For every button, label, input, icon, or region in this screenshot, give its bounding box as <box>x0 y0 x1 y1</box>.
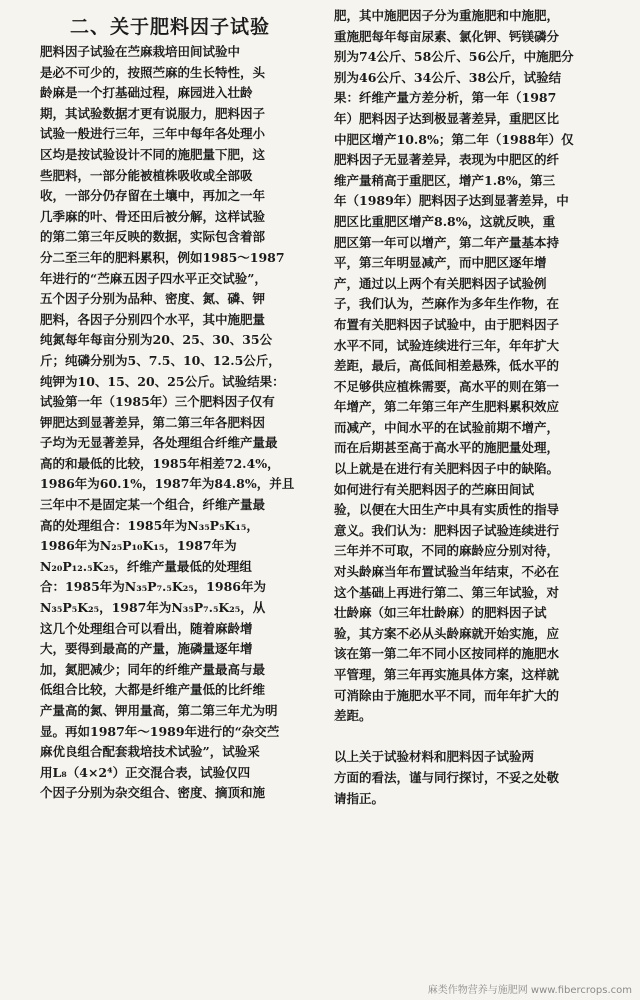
text-line: 重施肥每年每亩尿素、氯化钾、钙镁磷分 <box>334 28 560 44</box>
text-line: 如何进行有关肥料因子的苎麻田间试 <box>334 481 535 497</box>
text-line: N₂₀P₁₂.₅K₂₅，纤维产量最低的处理组 <box>40 558 252 574</box>
text-line: 麻优良组合配套栽培技术试验”，试验采 <box>40 744 260 760</box>
text-line: 钾肥达到显著差异，第二第三年各肥料因 <box>40 414 266 430</box>
text-line: 对头龄麻当年布置试验当年结束，不必在 <box>334 564 560 580</box>
text-line: 维产量稍高于重肥区，增产1.8%，第三 <box>334 172 556 188</box>
text-line: 高的处理组合：1985年为N₃₅P₅K₁₅， <box>40 517 259 533</box>
text-line: 加，氮肥减少；同年的纤维产量最高与最 <box>40 661 266 677</box>
text-line: 产，通过以上两个有关肥料因子试验例 <box>334 275 547 291</box>
text-line: 纯氮每年每亩分别为20、25、30、35公 <box>40 332 273 348</box>
text-line: 几季麻的叶、骨还田后被分解，这样试验 <box>40 208 266 224</box>
text-line: 平，第三年明显减产，而中肥区逐年增 <box>334 255 547 271</box>
text-line: 肥区第一年可以增产，第二年产量基本持 <box>334 234 560 250</box>
text-line: 而减产，中间水平的在试验前期不增产， <box>334 419 560 435</box>
text-line: 壮龄麻（如三年壮龄麻）的肥料因子试 <box>334 605 547 621</box>
text-line: 验，其方案不必从头龄麻就开始实施，应 <box>334 625 560 641</box>
text-line: 肥料因子试验在苎麻栽培田间试验中 <box>40 44 241 59</box>
section-heading: 二、关于肥料因子试验 <box>70 16 271 38</box>
text-line: 大，要得到最高的产量，施磷量逐年增 <box>40 641 253 657</box>
text-line: 些肥料，一部分能被植株吸收或全部吸 <box>40 167 253 183</box>
text-line: 这个基础上再进行第二、第三年试验，对 <box>334 584 560 600</box>
text-line <box>334 727 628 748</box>
text-line: 验，以便在大田生产中具有实质性的指导 <box>334 502 560 518</box>
text-line: 合：1985年为N₃₅P₇.₅K₂₅，1986年为 <box>40 579 266 595</box>
text-line: 期，其试验数据才更有说服力，肥料因子 <box>40 105 266 121</box>
text-line: 个因子分别为杂交组合、密度、摘顶和施 <box>40 785 266 801</box>
text-line: 差距。 <box>334 708 372 724</box>
right-column <box>334 0 628 1000</box>
text-line: 年增产，第二年第三年产生肥料累积效应 <box>334 399 560 415</box>
text-line: 肥，其中施肥因子分为重施肥和中施肥， <box>334 8 560 23</box>
site-watermark: 麻类作物营养与施肥网 www.fibercrops.com <box>427 985 632 996</box>
text-line: 年进行的“苎麻五因子四水平正交试验”， <box>40 270 267 286</box>
text-line: 五个因子分别为品种、密度、氮、磷、钾 <box>40 291 266 307</box>
text-line: 1986年为N₂₅P₁₀K₁₅，1987年为 <box>40 538 237 554</box>
text-line: 果：纤维产量方差分析，第一年（1987 <box>334 90 557 106</box>
text-line: 1986年为60.1%，1987年为84.8%，并且 <box>40 476 295 492</box>
text-line: 用L₈（4×2⁴）正交混合表，试验仅四 <box>40 764 251 780</box>
text-line: 差距，最后，高低间相差悬殊，低水平的 <box>334 358 560 374</box>
text-line: 该在第一第二年不同小区按同样的施肥水 <box>334 646 560 662</box>
text-line: 分二至三年的肥料累积，例如1985～1987 <box>40 249 285 265</box>
left-column-text <box>40 42 322 804</box>
text-line: 肥料因子无显著差异，表现为中肥区的纤 <box>334 152 560 168</box>
text-line: 的第二第三年反映的数据，实际包含着部 <box>40 229 266 245</box>
text-line: 肥区比重肥区增产8.8%，这就反映，重 <box>334 213 556 229</box>
left-column <box>40 0 322 1000</box>
text-line: 方面的看法，谨与同行探讨，不妥之处敬 <box>334 769 560 785</box>
text-line: 收，一部分仍存留在土壤中，再加之一年 <box>40 188 266 204</box>
text-line: N₃₅P₅K₂₅，1987年为N₃₅P₇.₅K₂₅，从 <box>40 600 266 616</box>
text-line: 以上就是在进行有关肥料因子中的缺陷。 <box>334 461 560 477</box>
text-line: 斤；纯磷分别为5、7.5、10、12.5公斤， <box>40 352 281 368</box>
text-line: 这几个处理组合可以看出，随着麻龄增 <box>40 620 253 636</box>
text-line: 显。再如1987年～1989年进行的“杂交苎 <box>40 723 280 739</box>
text-line: 肥料，各因子分别四个水平，其中施肥量 <box>40 311 266 327</box>
text-line: 中肥区增产10.8%；第二年（1988年）仅 <box>334 131 574 147</box>
text-line: 产量高的氮、钾用量高，第二第三年尤为明 <box>40 703 278 718</box>
text-line: 年（1989年）肥料因子达到显著差异，中 <box>334 193 569 209</box>
text-line: 三年中不是固定某一个组合，纤维产量最 <box>40 497 266 513</box>
text-line: 意义。我们认为：肥料因子试验连续进行 <box>334 522 560 538</box>
text-line: 纯钾为10、15、20、25公斤。试验结果： <box>40 373 285 389</box>
text-line: 可消除由于施肥水平不同，而年年扩大的 <box>334 687 560 703</box>
text-line: 试验一般进行三年，三年中每年各处理小 <box>40 126 266 142</box>
text-line: 龄麻是一个打基础过程，麻园进入壮龄 <box>40 85 253 101</box>
text-line: 以上关于试验材料和肥料因子试验两 <box>334 749 535 765</box>
text-line: 子，我们认为，苎麻作为多年生作物，在 <box>334 296 560 312</box>
text-line: 区均是按试验设计不同的施肥量下肥，这 <box>40 146 266 162</box>
text-line: 是必不可少的，按照苎麻的生长特性，头 <box>40 64 266 80</box>
text-line: 试验第一年（1985年）三个肥料因子仅有 <box>40 394 275 410</box>
right-column-text <box>334 6 628 809</box>
text-line: 三年并不可取，不同的麻龄应分别对待， <box>334 543 560 559</box>
text-line: 水平不同，试验连续进行三年，年年扩大 <box>334 337 560 353</box>
text-line: 而在后期甚至高于高水平的施肥量处理， <box>334 440 560 456</box>
text-line: 不足够供应植株需要，高水平的则在第一 <box>334 378 560 394</box>
text-line: 请指正。 <box>334 790 385 806</box>
text-line: 子均为无显著差异，各处理组合纤维产量最 <box>40 435 278 451</box>
text-line: 低组合比较，大都是纤维产量低的比纤维 <box>40 682 266 698</box>
text-line: 别为46公斤、34公斤、38公斤，试验结 <box>334 69 562 85</box>
text-line: 别为74公斤、58公斤、56公斤，中施肥分 <box>334 49 574 65</box>
text-line: 布置有关肥料因子试验中，由于肥料因子 <box>334 316 560 332</box>
text-line: 高的和最低的比较，1985年相差72.4%， <box>40 455 280 471</box>
text-line: 年）肥料因子达到极显著差异，重肥区比 <box>334 110 560 126</box>
text-line: 平管理，第三年再实施具体方案，这样就 <box>334 667 560 682</box>
